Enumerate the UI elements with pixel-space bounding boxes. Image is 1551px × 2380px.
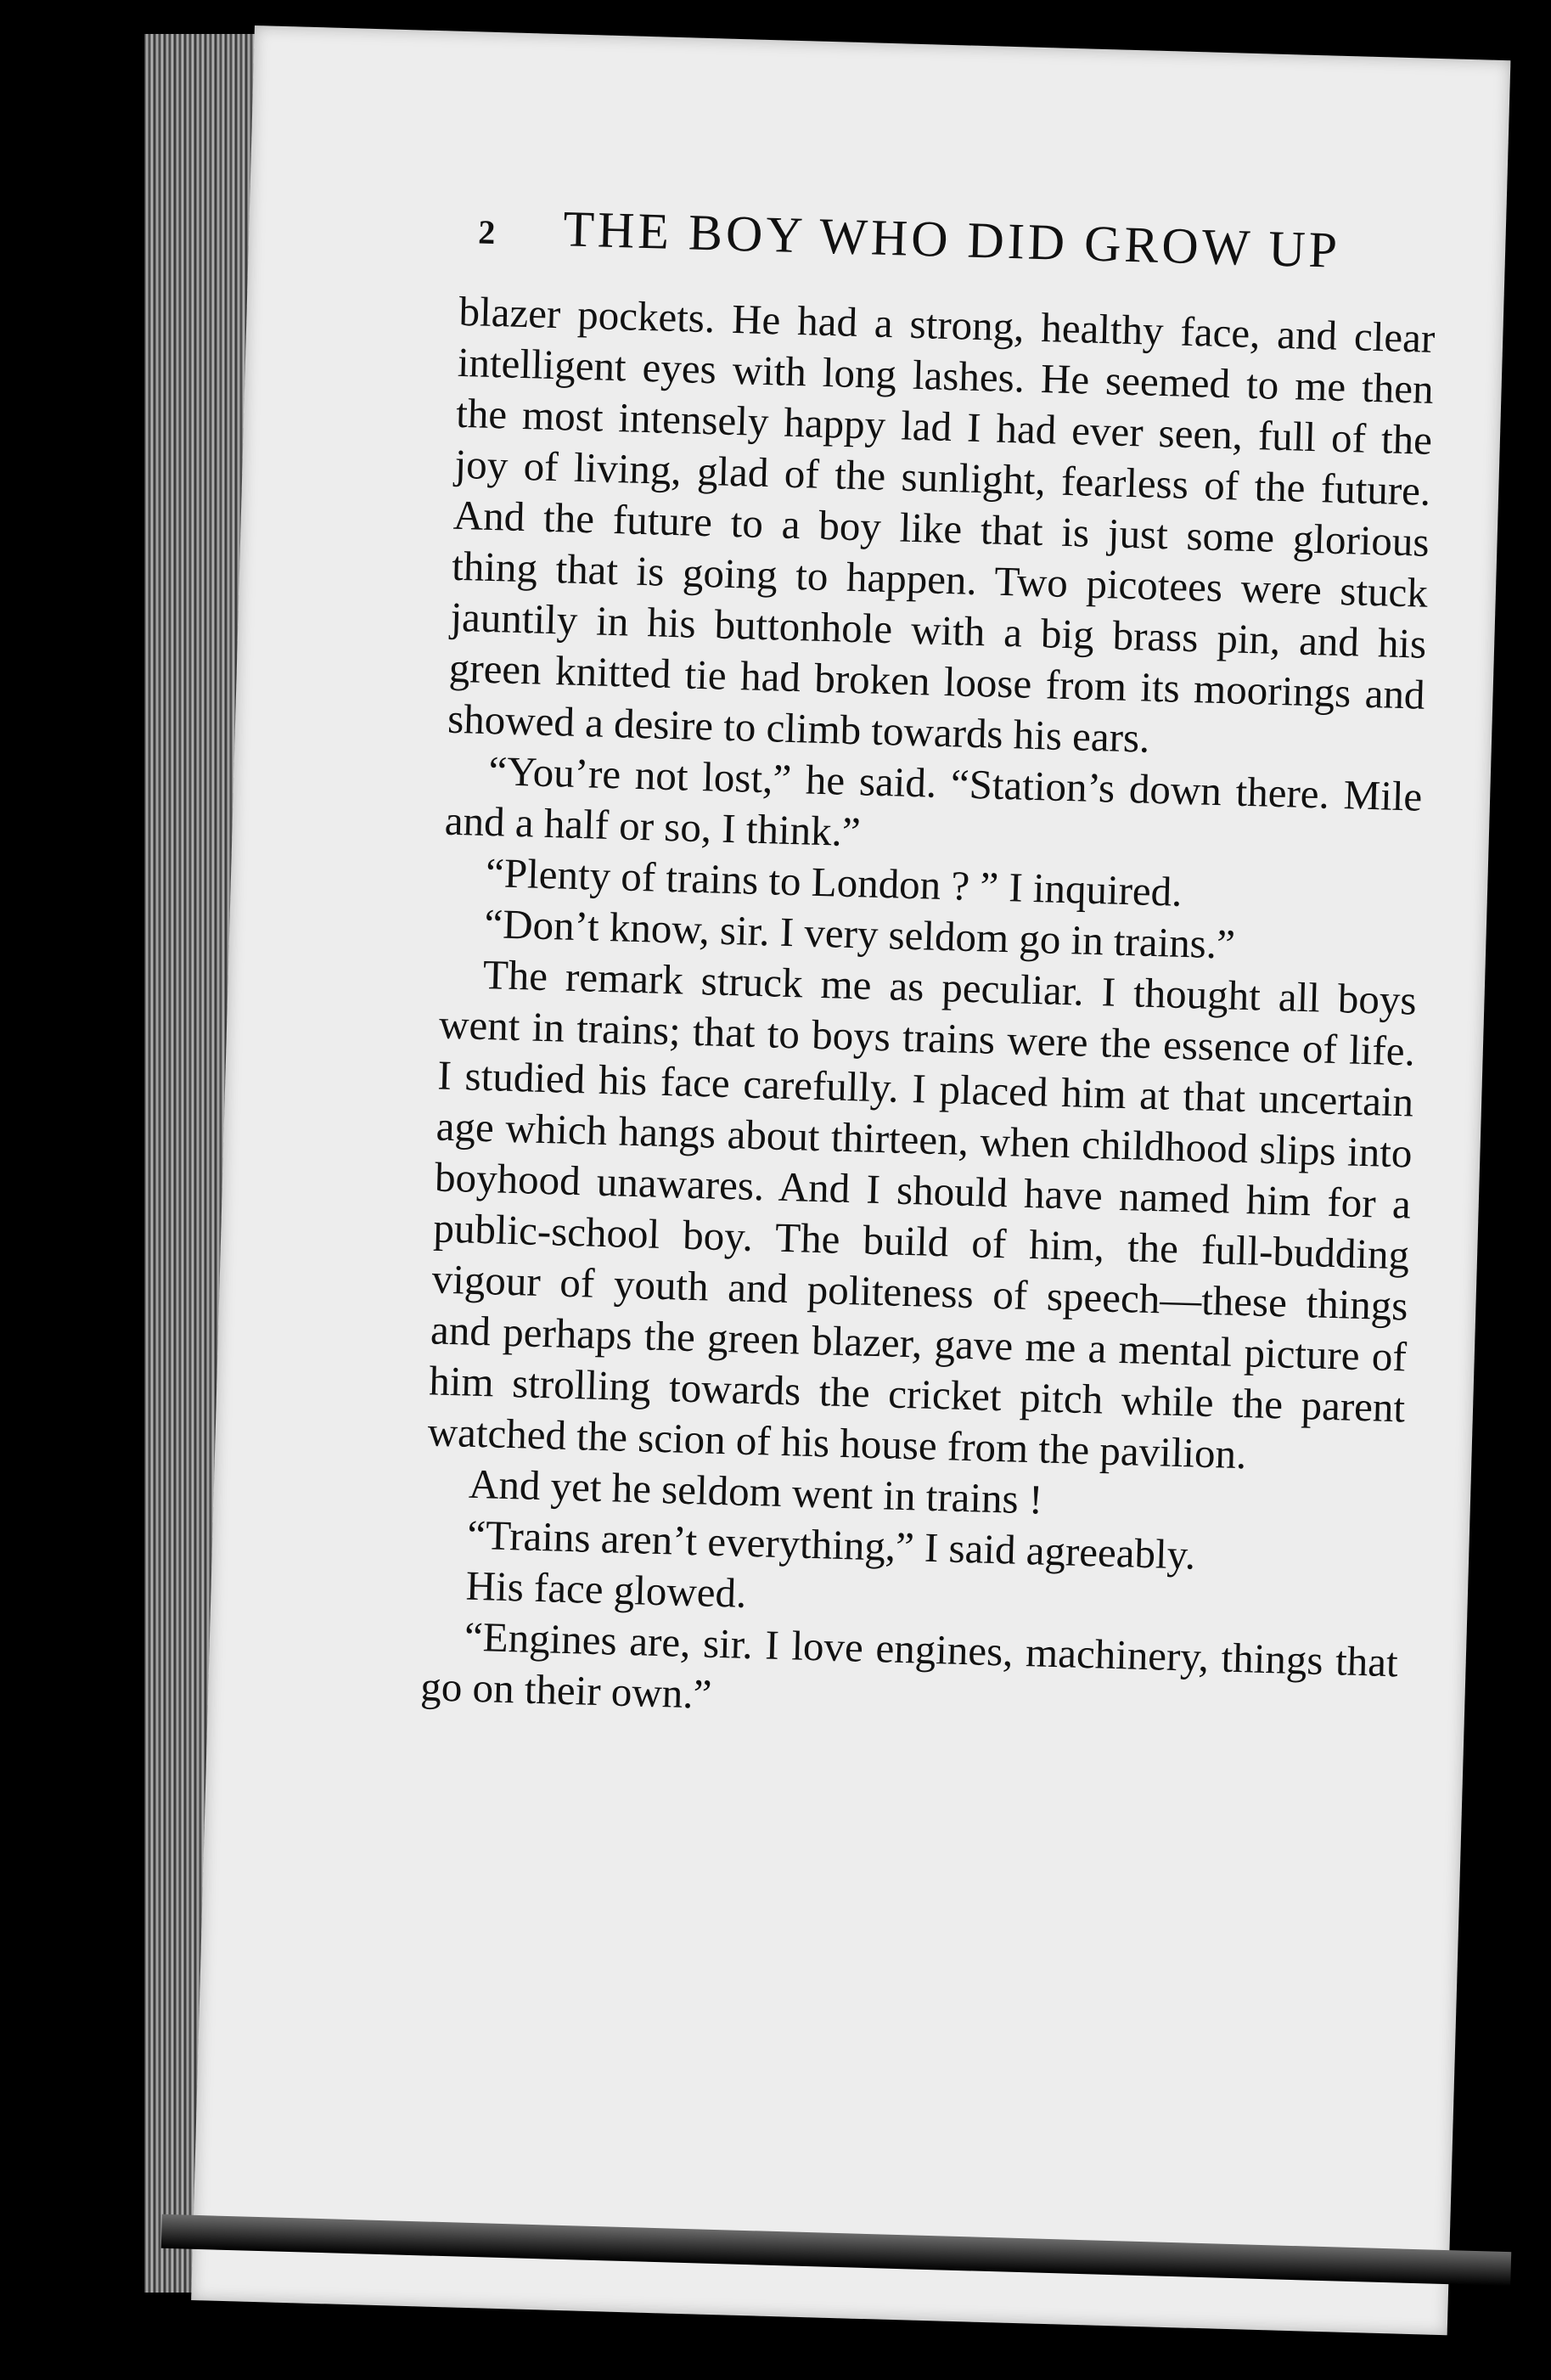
page-header <box>478 197 1430 282</box>
paragraph: blazer pockets. He had a strong, healthy face, and clear intelligent eyes with long lashes. He seemed to me then the most intensely happy lad I had ever seen, full of the joy of living, glad of the sunlight, fearless of the future. And the future to a boy like that is just some glorious thing that is going to happen. Two picotees were stuck jauntily in his buttonhole with a big brass pin, and his green knitted tie had broken loose from its moorings and showed a desire to climb towards his ears. <box>447 287 1436 762</box>
paragraph: “Plenty of trains to London ? ” I inquired. <box>485 849 1183 915</box>
body-text <box>420 286 1436 1739</box>
paragraph: “Engines are, sir. I love engines, machinery, things that go on their own.” <box>419 1612 1399 1718</box>
paragraph: His face glowed. <box>465 1561 748 1617</box>
paragraph: “Trains aren’t everything,” I said agreeably. <box>466 1511 1197 1578</box>
paragraph: And yet he seldom went in trains ! <box>468 1460 1043 1523</box>
running-title: THE BOY WHO DID GROW UP <box>562 200 1341 279</box>
paragraph: “Don’t know, sir. I very seldom go in trains.” <box>483 899 1236 968</box>
page <box>191 25 1510 2335</box>
paragraph: The remark struck me as peculiar. I thought all boys went in trains; that to boys trains were the essence of life. I studied his face carefully. I placed him at that uncertain age which hangs about thirteen, when childhood slips into boyhood unawares. And I should have named him for a public-school boy. The build of him, the full-budding vigour of youth and politeness of speech—these things and perhaps the green blazer, gave me a mental picture of him strolling towards the cricket pitch while the parent watched the scion of his house from the pavilion. <box>427 950 1418 1478</box>
page-number: 2 <box>477 212 496 251</box>
paragraph: “You’re not lost,” he said. “Station’s down there. Mile and a half or so, I think.” <box>444 747 1423 856</box>
